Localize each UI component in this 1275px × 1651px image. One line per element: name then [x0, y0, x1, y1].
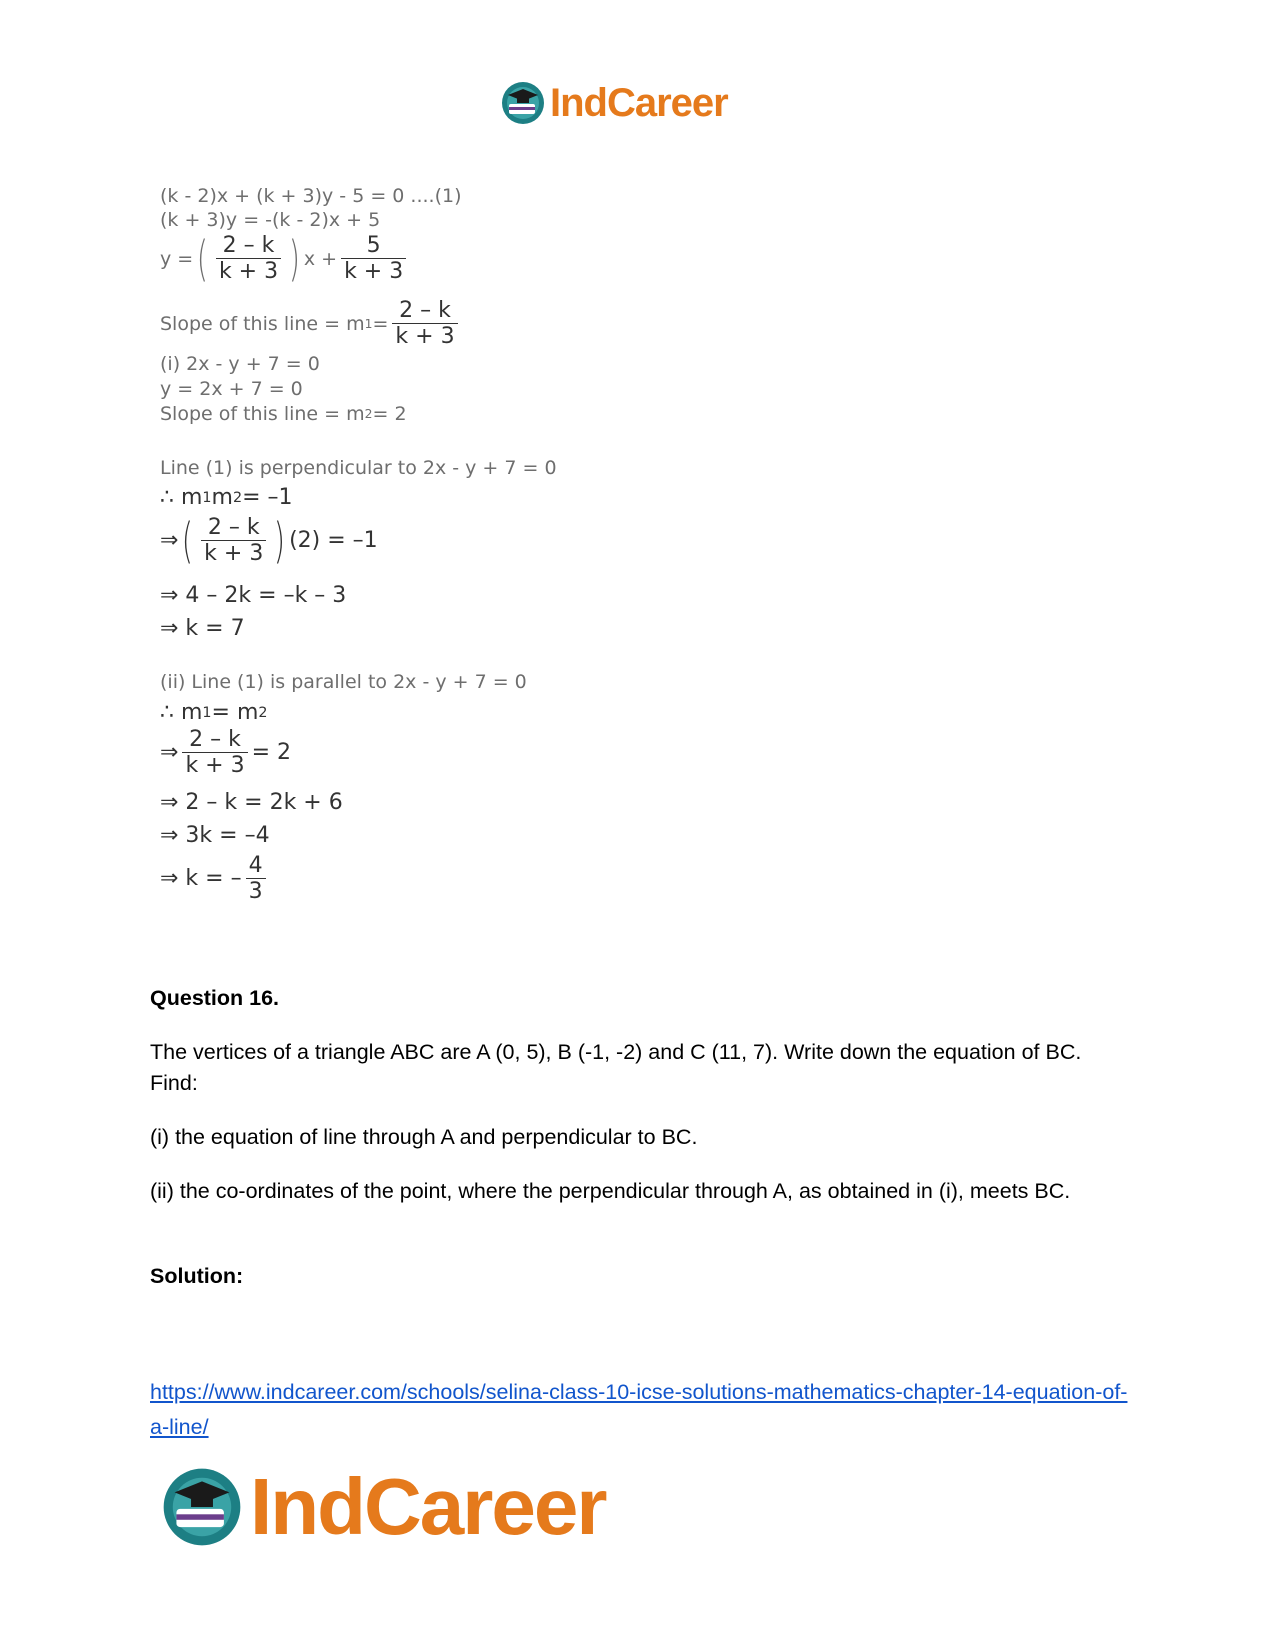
subscript: 1: [364, 316, 373, 331]
math-text: y =: [160, 247, 194, 270]
question-paragraph-1: The vertices of a triangle ABC are A (0, 5), B (-1, -2) and C (11, 7). Write down the equation of BC. Find:: [150, 1040, 1082, 1095]
fraction-numerator: 4: [248, 853, 263, 878]
math-line-1: (k - 2)x + (k + 3)y - 5 = 0 ....(1): [160, 185, 462, 207]
implies-arrow: ⇒: [160, 740, 179, 765]
math-line-3: [160, 230, 410, 287]
math-text: (2) = –1: [289, 528, 378, 553]
math-text: ⇒ k = –: [160, 866, 242, 891]
math-line-10: [160, 512, 378, 569]
paren-close: ): [274, 512, 286, 569]
paren-close: ): [288, 230, 301, 287]
math-text: ∴ m: [160, 700, 203, 725]
subscript: 2: [258, 704, 268, 721]
fraction-numerator: 2 – k: [222, 233, 275, 258]
math-line-4: [160, 298, 462, 349]
math-line-2: (k + 3)y = -(k - 2)x + 5: [160, 209, 381, 231]
math-line-16: ⇒ 2 – k = 2k + 6: [160, 790, 343, 815]
math-line-7: [160, 403, 407, 425]
graduation-book-icon: [160, 1465, 244, 1549]
fraction: [392, 298, 457, 349]
math-text: = m: [211, 700, 259, 725]
math-text: = –1: [242, 485, 293, 510]
math-line-12: ⇒ k = 7: [160, 616, 245, 641]
fraction-denominator: k + 3: [201, 540, 266, 566]
math-line-18: [160, 853, 270, 904]
math-text: Slope of this line = m: [160, 312, 365, 335]
math-text: = 2: [251, 740, 292, 765]
math-text: m: [211, 485, 233, 510]
fraction-numerator: 2 – k: [207, 515, 260, 540]
fraction: [201, 515, 266, 566]
brand-logo-text: IndCareer: [250, 1462, 606, 1551]
math-line-11: ⇒ 4 – 2k = –k – 3: [160, 583, 347, 608]
fraction-numerator: 5: [366, 233, 381, 258]
question-heading: Question 16.: [150, 986, 280, 1010]
question-paragraph-3: (ii) the co-ordinates of the point, where the perpendicular through A, as obtained in (i), meets BC.: [150, 1179, 1071, 1203]
math-line-6: y = 2x + 7 = 0: [160, 378, 303, 400]
math-text: x +: [303, 247, 338, 270]
fraction-denominator: k + 3: [341, 258, 406, 284]
math-line-9: [160, 485, 293, 510]
brand-logo-text: IndCareer: [550, 80, 728, 125]
math-line-15: [160, 727, 291, 778]
math-text: ∴ m: [160, 485, 203, 510]
question-paragraph-2: (i) the equation of line through A and perpendicular to BC.: [150, 1125, 698, 1149]
fraction: [216, 233, 281, 284]
fraction-denominator: k + 3: [182, 752, 247, 778]
math-text: = 2: [372, 403, 407, 425]
math-text: =: [372, 312, 389, 335]
brand-logo-top: [500, 78, 728, 128]
graduation-book-icon: [500, 80, 546, 126]
subscript: 1: [202, 704, 212, 721]
math-line-5: (i) 2x - y + 7 = 0: [160, 353, 320, 375]
solution-heading: Solution:: [150, 1264, 244, 1288]
math-text: Slope of this line = m: [160, 403, 365, 425]
math-line-14: [160, 700, 268, 725]
source-link[interactable]: https://www.indcareer.com/schools/selina-class-10-icse-solutions-mathematics-chapter-14-equation-of-a-line/: [150, 1380, 1128, 1439]
paren-open: (: [182, 512, 194, 569]
implies-arrow: ⇒: [160, 528, 179, 553]
subscript: 1: [202, 489, 212, 506]
fraction-denominator: k + 3: [392, 323, 457, 349]
fraction-denominator: k + 3: [216, 258, 281, 284]
brand-logo-bottom: [160, 1462, 605, 1552]
fraction-numerator: 2 – k: [189, 727, 241, 752]
subscript: 2: [232, 489, 243, 506]
fraction-numerator: 2 – k: [399, 298, 451, 323]
fraction: [246, 853, 266, 904]
subscript: 2: [364, 407, 373, 421]
math-line-17: ⇒ 3k = –4: [160, 823, 270, 848]
math-line-13: (ii) Line (1) is parallel to 2x - y + 7 = 0: [160, 671, 527, 693]
paren-open: (: [196, 230, 209, 287]
fraction: [341, 233, 406, 284]
fraction-denominator: 3: [246, 878, 266, 904]
fraction: [182, 727, 247, 778]
math-line-8: Line (1) is perpendicular to 2x - y + 7 = 0: [160, 457, 557, 479]
